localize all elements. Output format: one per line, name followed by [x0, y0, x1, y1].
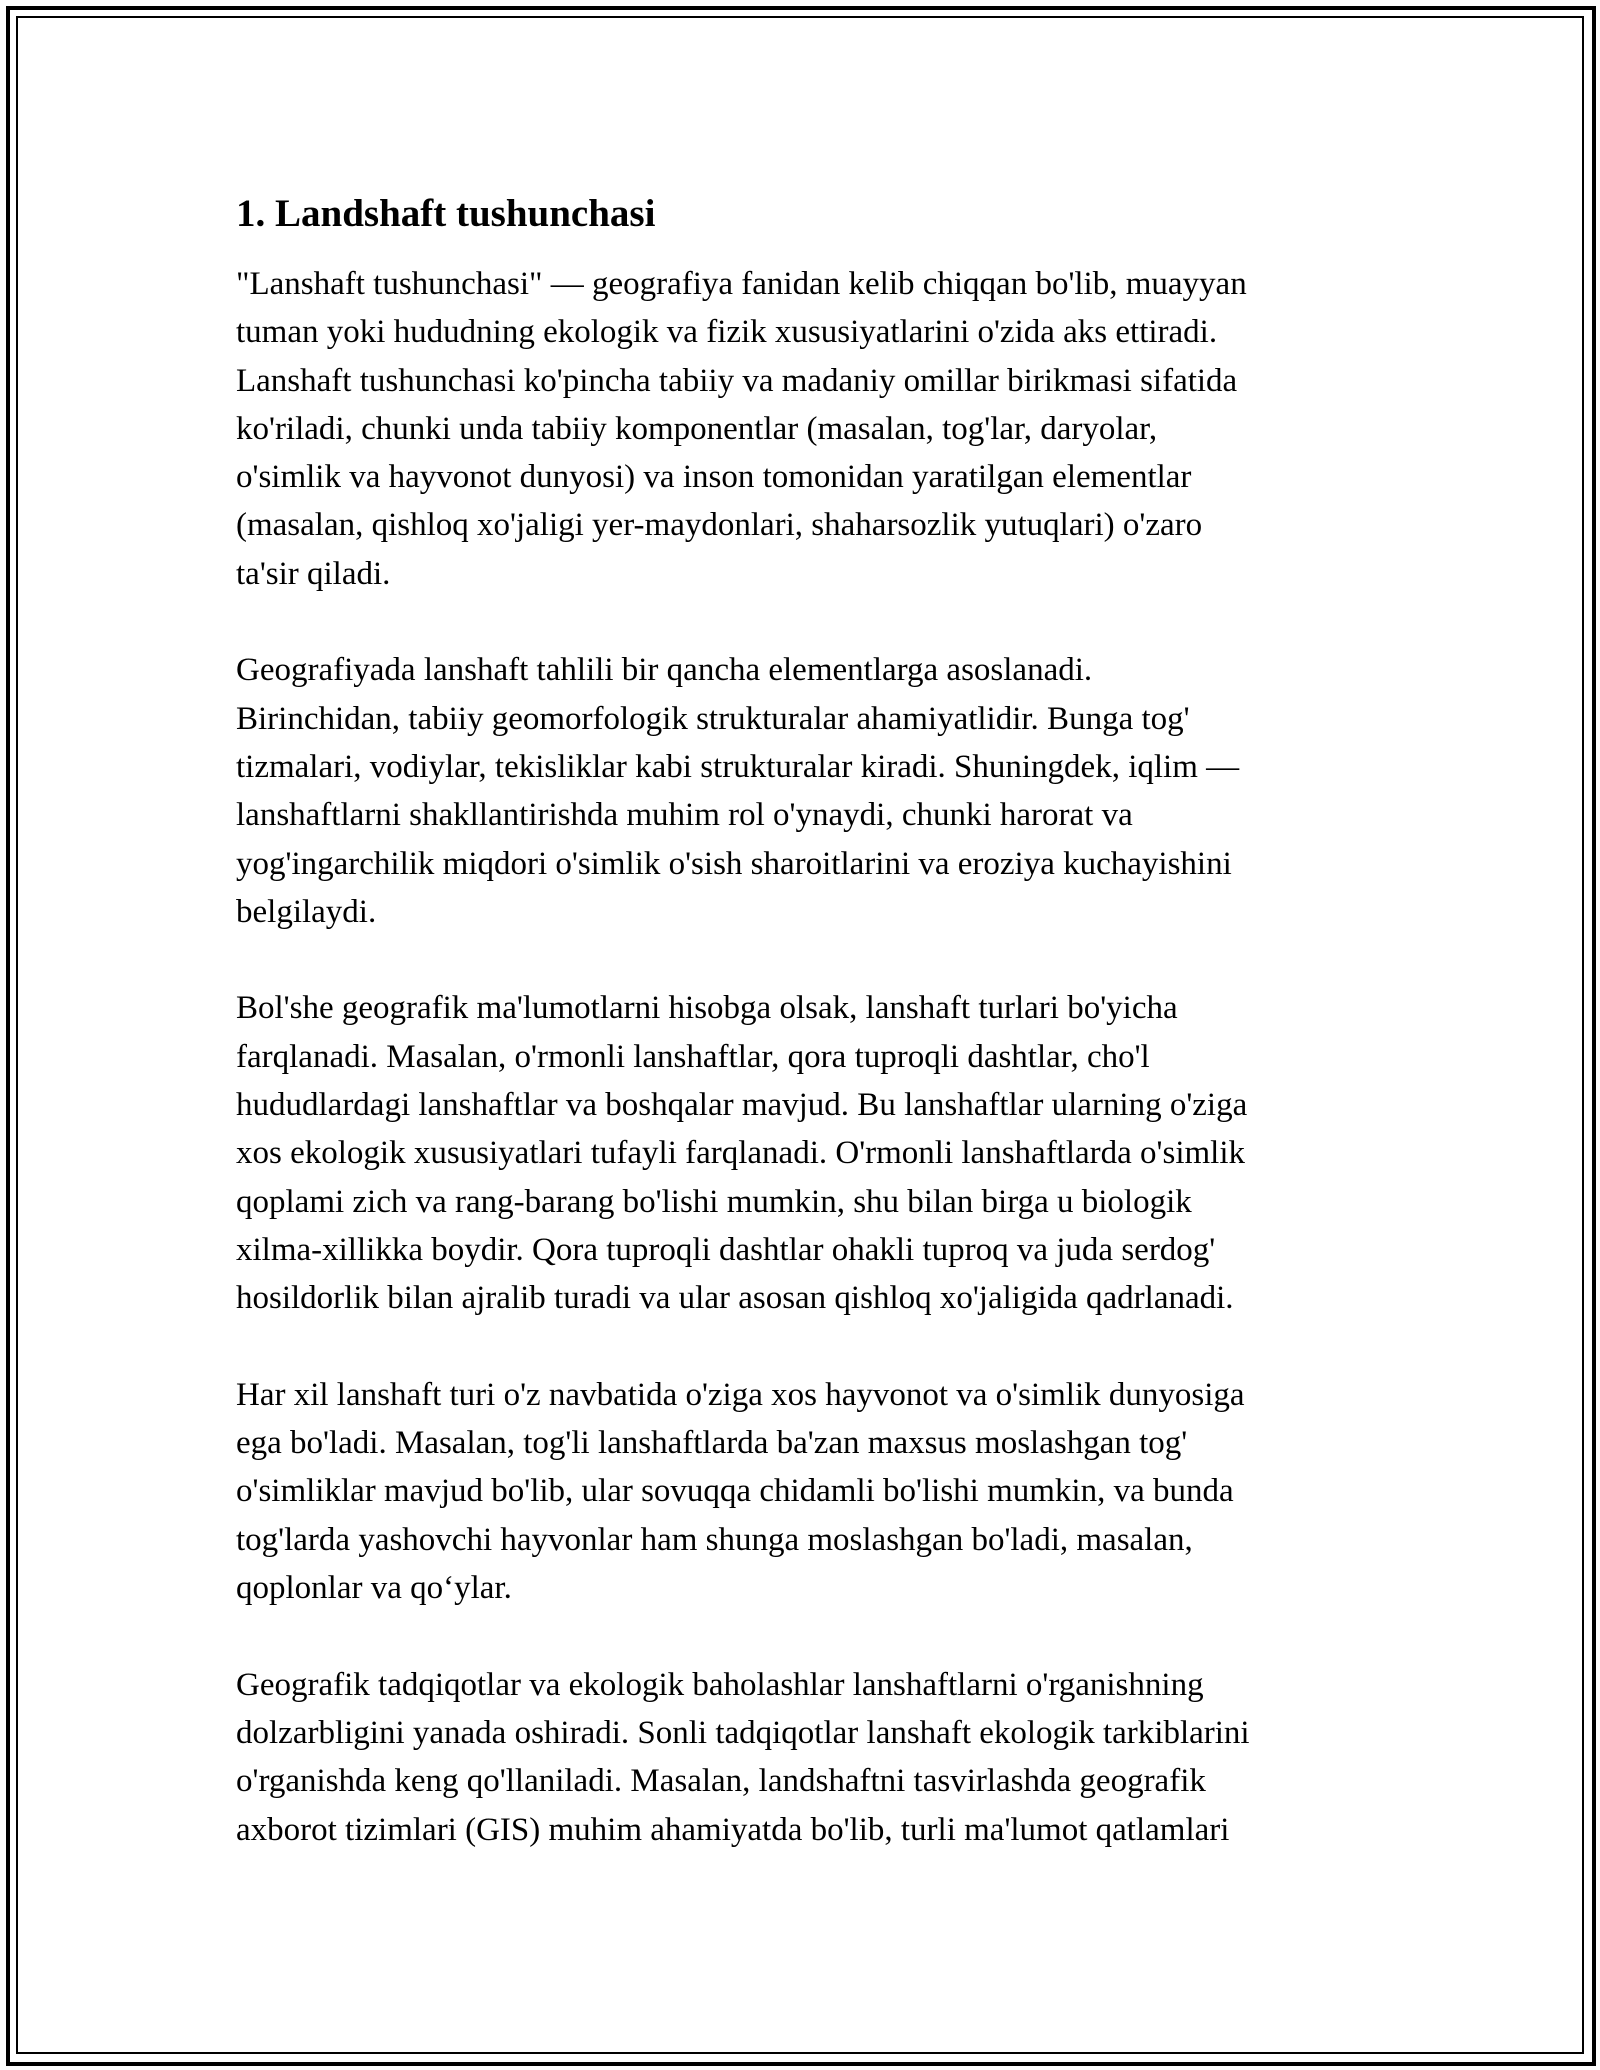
text-line: tog'larda yashovchi hayvonlar ham shunga moslashgan bo'ladi, masalan,: [236, 1521, 1193, 1558]
text-line: Birinchidan, tabiiy geomorfologik strukturalar ahamiyatlidir. Bunga tog': [236, 700, 1190, 737]
text-line: xos ekologik xususiyatlari tufayli farqlanadi. O'rmonli lanshaftlarda o'simlik: [236, 1135, 1246, 1172]
paragraph-spacer: [236, 936, 1376, 984]
text-line: o'simlik va hayvonot dunyosi) va inson tomonidan yaratilgan elementlar: [236, 459, 1192, 496]
paragraph-4: [236, 1371, 1376, 1612]
paragraph-spacer: [236, 1323, 1376, 1371]
text-line: xilma-xillikka boydir. Qora tuproqli dashtlar ohakli tuproq va juda serdog': [236, 1231, 1216, 1268]
text-line: yog'ingarchilik miqdori o'simlik o'sish sharoitlarini va eroziya kuchayishini: [236, 845, 1232, 882]
section-heading: 1. Landshaft tushunchasi: [236, 192, 656, 235]
text-line: ega bo'ladi. Masalan, tog'li lanshaftlarda ba'zan maxsus moslashgan tog': [236, 1425, 1188, 1462]
paragraph-1: [236, 260, 1376, 598]
text-line: qoplonlar va qo‘ylar.: [236, 1570, 512, 1607]
text-line: Har xil lanshaft turi o'z navbatida o'ziga xos hayvonot va o'simlik dunyosiga: [236, 1376, 1245, 1413]
text-line: tizmalari, vodiylar, tekisliklar kabi strukturalar kiradi. Shuningdek, iqlim —: [236, 748, 1240, 785]
paragraph-2: [236, 646, 1376, 936]
text-line: (masalan, qishloq xo'jaligi yer-maydonlari, shaharsozlik yutuqlari) o'zaro: [236, 507, 1203, 544]
text-line: o'simliklar mavjud bo'lib, ular sovuqqa chidamli bo'lishi mumkin, va bunda: [236, 1473, 1234, 1510]
text-line: Bol'she geografik ma'lumotlarni hisobga olsak, lanshaft turlari bo'yicha: [236, 990, 1178, 1027]
paragraph-spacer: [236, 1612, 1376, 1660]
text-line: dolzarbligini yanada oshiradi. Sonli tadqiqotlar lanshaft ekologik tarkiblarini: [236, 1714, 1250, 1751]
text-line: "Lanshaft tushunchasi" — geografiya fanidan kelib chiqqan bo'lib, muayyan: [236, 266, 1247, 302]
text-line: ta'sir qiladi.: [236, 555, 391, 592]
paragraph-5: [236, 1661, 1376, 1854]
text-line: Lanshaft tushunchasi ko'pincha tabiiy va madaniy omillar birikmasi sifatida: [236, 362, 1238, 399]
text-line: qoplami zich va rang-barang bo'lishi mumkin, shu bilan birga u biologik: [236, 1183, 1192, 1220]
paragraph-3: [236, 984, 1376, 1322]
paragraph-spacer: [236, 598, 1376, 646]
text-line: farqlanadi. Masalan, o'rmonli lanshaftlar, qora tuproqli dashtlar, cho'l: [236, 1038, 1150, 1075]
text-line: lanshaftlarni shakllantirishda muhim rol o'ynaydi, chunki harorat va: [236, 797, 1133, 834]
document-body: [236, 186, 1376, 1854]
text-line: ko'riladi, chunki unda tabiiy komponentlar (masalan, tog'lar, daryolar,: [236, 410, 1158, 447]
text-line: o'rganishda keng qo'llaniladi. Masalan, landshaftni tasvirlashda geografik: [236, 1763, 1206, 1800]
text-line: Geografiyada lanshaft tahlili bir qancha elementlarga asoslanadi.: [236, 652, 1093, 689]
text-line: Geografik tadqiqotlar va ekologik baholashlar lanshaftlarni o'rganishning: [236, 1666, 1204, 1703]
text-line: tuman yoki hududning ekologik va fizik xususiyatlarini o'zida aks ettiradi.: [236, 314, 1218, 351]
text-line: axborot tizimlari (GIS) muhim ahamiyatda bo'lib, turli ma'lumot qatlamlari: [236, 1811, 1230, 1848]
text-line: hududlardagi lanshaftlar va boshqalar mavjud. Bu lanshaftlar ularning o'ziga: [236, 1087, 1248, 1124]
text-line: belgilaydi.: [236, 893, 377, 930]
text-line: hosildorlik bilan ajralib turadi va ular asosan qishloq xo'jaligida qadrlanadi.: [236, 1280, 1234, 1317]
